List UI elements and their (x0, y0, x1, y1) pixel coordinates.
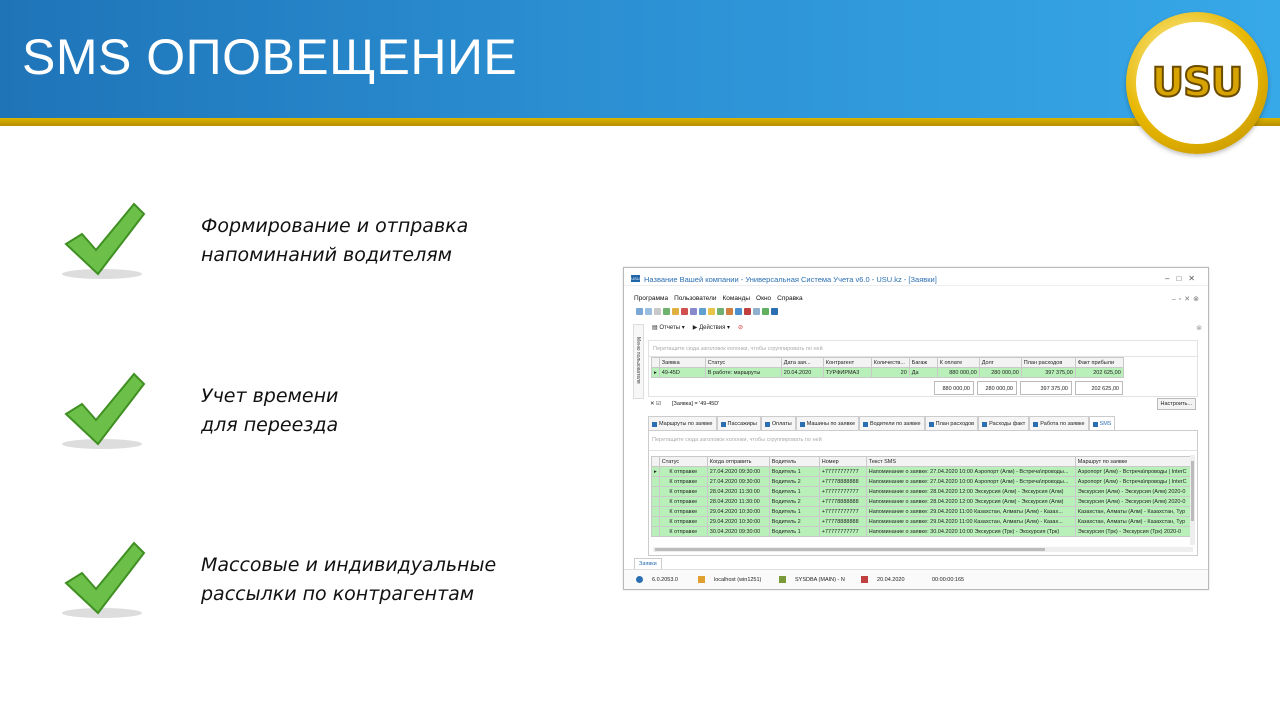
cell: К отправке (659, 497, 707, 507)
vertical-scrollbar[interactable] (1190, 455, 1195, 545)
status-server: localhost (win1251) (714, 577, 762, 583)
column-header[interactable]: План расходов (1021, 358, 1075, 368)
toolbar-icon[interactable] (663, 308, 670, 315)
cell: Водитель 1 (769, 487, 819, 497)
tab-icon (982, 422, 987, 427)
cell: Водитель 1 (769, 507, 819, 517)
column-header[interactable]: Статус (659, 457, 707, 467)
column-header[interactable]: Заявка (659, 358, 705, 368)
cell: ТУРФИРМА3 (823, 368, 871, 378)
cell: Аэропорт (Алм) - Встреча\проводы | InterC (1075, 467, 1191, 477)
totals-row (934, 381, 1123, 395)
logo-text: USU (1151, 60, 1243, 106)
feature-item (0, 370, 600, 450)
filter-bar (648, 398, 1198, 412)
cell: Водитель 1 (769, 467, 819, 477)
cell: 20 (871, 368, 909, 378)
feature-line: напоминаний водителям (201, 244, 452, 266)
menu-item[interactable]: Пользователи (674, 295, 717, 302)
status-version: 6.0.2053.0 (652, 577, 678, 583)
cell: К отправке (659, 507, 707, 517)
cell: 397 375,00 (1021, 368, 1075, 378)
toolbar-icon[interactable] (717, 308, 724, 315)
cell: К отправке (659, 477, 707, 487)
window-controls[interactable]: –□✕ (1165, 274, 1202, 283)
sms-grid (648, 430, 1198, 556)
cell: 28.04.2020 11:30:00 (707, 487, 769, 497)
feature-item (0, 539, 600, 619)
tab-icon (1093, 422, 1098, 427)
tab-icon (652, 422, 657, 427)
user-menu-sidebar[interactable] (633, 324, 644, 399)
header-row (652, 358, 1124, 368)
toolbar-icon[interactable] (681, 308, 688, 315)
tab-icon (863, 422, 868, 427)
column-header[interactable]: Долг (979, 358, 1021, 368)
cell: 20.04.2020 (781, 368, 823, 378)
cell: Казахстан, Алматы (Алм) - Казахстан, Тур (1075, 517, 1191, 527)
column-header[interactable]: Контрагент (823, 358, 871, 368)
cell: +77777777777 (819, 527, 866, 537)
column-header[interactable]: Статус (705, 358, 781, 368)
checkmark-icon (58, 370, 154, 454)
database-icon (698, 576, 705, 583)
toolbar-icon[interactable] (708, 308, 715, 315)
cell: К отправке (659, 527, 707, 537)
cell: Экскурсия (Алм) - Экскурсия (Алм) 2020-0 (1075, 487, 1191, 497)
group-panel[interactable]: Перетащите сюда заголовок колонки, чтобы сгруппировать по ней (648, 340, 1198, 357)
toolbar-icon[interactable] (735, 308, 742, 315)
checkmark-icon (58, 539, 154, 623)
sub-toolbar (652, 324, 743, 331)
horizontal-scrollbar[interactable] (653, 547, 1193, 552)
info-icon (636, 576, 643, 583)
header-row (652, 457, 1192, 467)
cell: Водитель 2 (769, 497, 819, 507)
cell: Экскурсия (Алм) - Экскурсия (Алм) 2020-0 (1075, 497, 1191, 507)
checkmark-icon (58, 200, 154, 284)
cell: 28.04.2020 11:30:00 (707, 497, 769, 507)
column-header[interactable]: К оплате (937, 358, 979, 368)
sms-row[interactable] (652, 497, 1192, 507)
cell: Напоминание о заявке: 28.04.2020 12:00 Экскурсия (Алм) - Экскурсия (Алм) (866, 487, 1075, 497)
sms-table (651, 456, 1192, 537)
cell: Напоминание о заявке: 29.04.2020 11:00 Казахстан, Алматы (Алм) - Казах... (866, 517, 1075, 527)
column-header[interactable]: Водитель (769, 457, 819, 467)
toolbar (636, 308, 778, 317)
column-header[interactable]: Номер (819, 457, 866, 467)
toolbar-icon[interactable] (726, 308, 733, 315)
cell: 29.04.2020 10:30:00 (707, 517, 769, 527)
menu-item[interactable]: Окно (756, 295, 772, 302)
menu-bar (634, 295, 803, 304)
cell: +77778888888 (819, 517, 866, 527)
tab-payments[interactable]: Оплаты (761, 416, 796, 430)
app-screenshot-window (623, 267, 1209, 590)
toolbar-icon[interactable] (645, 308, 652, 315)
toolbar-icon[interactable] (654, 308, 661, 315)
toolbar-icon[interactable] (690, 308, 697, 315)
table-row[interactable]: ▸ 49-45D В работе: маршруты 20.04.2020 ТУРФИРМА3 20 Да 880 000,00 280 000,00 397 375,00 202 625,00 (652, 368, 1124, 378)
total-value: 280 000,00 (977, 381, 1017, 395)
cell: 29.04.2020 10:30:00 (707, 507, 769, 517)
sidebar-label: Меню пользователя (635, 337, 641, 384)
cell: Водитель 2 (769, 477, 819, 487)
column-header[interactable]: Маршрут по заявке (1075, 457, 1191, 467)
cell: +77777777777 (819, 467, 866, 477)
cell: Казахстан, Алматы (Алм) - Казахстан, Тур (1075, 507, 1191, 517)
status-user: SYSDBA (MAIN) - N (795, 577, 845, 583)
feature-line: Учет времени (201, 385, 339, 407)
status-bar (624, 569, 1208, 590)
cell: Водитель 1 (769, 527, 819, 537)
cell: К отправке (659, 517, 707, 527)
sms-row[interactable] (652, 487, 1192, 497)
cell: Напоминание о заявке: 29.04.2020 11:00 Казахстан, Алматы (Алм) - Казах... (866, 507, 1075, 517)
sms-row[interactable] (652, 517, 1192, 527)
app-icon: USU (631, 276, 640, 281)
app-title: Название Вашей компании - Универсальная Система Учета v6.0 - USU.kz - [Заявки] (644, 275, 937, 284)
orders-table (651, 357, 1124, 378)
close-icon[interactable]: ⊗ (1196, 325, 1202, 332)
menu-item[interactable]: Справка (777, 295, 803, 302)
toolbar-icon[interactable] (762, 308, 769, 315)
tab-work[interactable]: Работа по заявке (1029, 416, 1088, 430)
cell: 30.04.2020 09:30:00 (707, 527, 769, 537)
tab-icon (765, 422, 770, 427)
sms-row[interactable] (652, 527, 1192, 537)
cell: Да (909, 368, 937, 378)
feature-item (0, 200, 600, 280)
tab-actual-expenses[interactable]: Расходы факт (978, 416, 1029, 430)
column-header[interactable]: Багаж (909, 358, 937, 368)
menu-item[interactable]: Команды (722, 295, 751, 302)
column-header[interactable]: Когда отправить (707, 457, 769, 467)
column-header[interactable]: Факт прибыли (1075, 358, 1123, 368)
cell: 880 000,00 (937, 368, 979, 378)
total-value: 880 000,00 (934, 381, 974, 395)
tab-plan-expenses[interactable]: План расходов (925, 416, 978, 430)
slide-title: SMS ОПОВЕЩЕНИЕ (22, 29, 518, 85)
toolbar-icon[interactable] (699, 308, 706, 315)
usu-logo (1126, 12, 1268, 154)
cell: В работе: маршруты (705, 368, 781, 378)
actions-button[interactable]: ▶ Действия ▾ (692, 325, 731, 331)
tab-icon (1033, 422, 1038, 427)
sms-row[interactable] (652, 477, 1192, 487)
cell: Напоминание о заявке: 27.04.2020 10:00 Аэропорт (Алм) - Встреча\проводы... (866, 467, 1075, 477)
info-icon[interactable] (771, 308, 778, 315)
cell: 49-45D (659, 368, 705, 378)
toolbar-icon[interactable] (672, 308, 679, 315)
cell: Напоминание о заявке: 28.04.2020 12:00 Экскурсия (Алм) - Экскурсия (Алм) (866, 497, 1075, 507)
reports-button[interactable]: ▤ Отчеты ▾ (652, 325, 685, 331)
tab-icon (800, 422, 805, 427)
toolbar-icon[interactable] (636, 308, 643, 315)
tab-drivers[interactable]: Водители по заявке (859, 416, 925, 430)
cell: К отправке (659, 487, 707, 497)
cell: 27.04.2020 09:30:00 (707, 467, 769, 477)
column-header[interactable]: Количеств... (871, 358, 909, 368)
tab-icon (929, 422, 934, 427)
detail-tabs (648, 416, 1198, 430)
sms-row[interactable]: ▸ К отправке 27.04.2020 09:30:00 Водитель 1 +77777777777 Напоминание о заявке: 27.04.2020 10:00 Аэропорт (Алм) - Встреча\проводы... Аэропорт (Алм) - Встреча\проводы | InterC (652, 467, 1192, 477)
tab-sms[interactable]: SMS (1089, 416, 1116, 430)
cell: Напоминание о заявке: 30.04.2020 10:00 Экскурсия (Трк) - Экскурсия (Трк) (866, 527, 1075, 537)
sms-row[interactable] (652, 507, 1192, 517)
tab-cars[interactable]: Машины по заявке (796, 416, 859, 430)
cell: +77777777777 (819, 487, 866, 497)
toolbar-icon[interactable] (753, 308, 760, 315)
tab-routes[interactable]: Маршруты по заявке (648, 416, 717, 430)
total-value: 202 625,00 (1075, 381, 1123, 395)
cell: Экскурсия (Трк) - Экскурсия (Трк) 2020-0 (1075, 527, 1191, 537)
user-icon (779, 576, 786, 583)
cell: 27.04.2020 09:30:00 (707, 477, 769, 487)
app-titlebar (624, 268, 1208, 286)
tab-orders[interactable]: Заявки (634, 558, 662, 569)
cell: 280 000,00 (979, 368, 1021, 378)
total-value: 397 375,00 (1020, 381, 1072, 395)
cell: +77778888888 (819, 497, 866, 507)
column-header[interactable]: Текст SMS (866, 457, 1075, 467)
filter-text[interactable]: [Заявка] = '49-45D' (672, 401, 720, 407)
calendar-icon (861, 576, 868, 583)
tab-icon (721, 422, 726, 427)
cell: +77778888888 (819, 477, 866, 487)
customize-button[interactable]: Настроить... (1157, 398, 1196, 410)
status-timer: 00:00:00:165 (932, 577, 965, 583)
cell: Напоминание о заявке: 27.04.2020 10:00 Аэропорт (Алм) - Встреча\проводы... (866, 477, 1075, 487)
feature-line: рассылки по контрагентам (201, 583, 475, 605)
tab-passengers[interactable]: Пассажиры (717, 416, 761, 430)
status-date: 20.04.2020 (877, 577, 905, 583)
menu-item[interactable]: Программа (634, 295, 669, 302)
cell: Водитель 2 (769, 517, 819, 527)
stop-icon[interactable]: ⊘ (738, 325, 744, 331)
cell: К отправке (659, 467, 707, 477)
clear-filter-icon[interactable]: ✕ ☑ (650, 401, 662, 407)
header-stripe (0, 118, 1280, 126)
cell: +77777777777 (819, 507, 866, 517)
cell: Аэропорт (Алм) - Встреча\проводы | InterC (1075, 477, 1191, 487)
feature-line: для переезда (201, 414, 339, 436)
mdi-controls[interactable]: –▫✕⊗ (1171, 296, 1202, 303)
toolbar-icon[interactable] (744, 308, 751, 315)
feature-line: Формирование и отправка (201, 215, 469, 237)
column-header[interactable]: Дата зая... (781, 358, 823, 368)
cell: 202 625,00 (1075, 368, 1123, 378)
feature-line: Массовые и индивидуальные (201, 554, 497, 576)
sms-group-panel[interactable]: Перетащите сюда заголовок колонки, чтобы сгруппировать по ней (649, 431, 1197, 451)
